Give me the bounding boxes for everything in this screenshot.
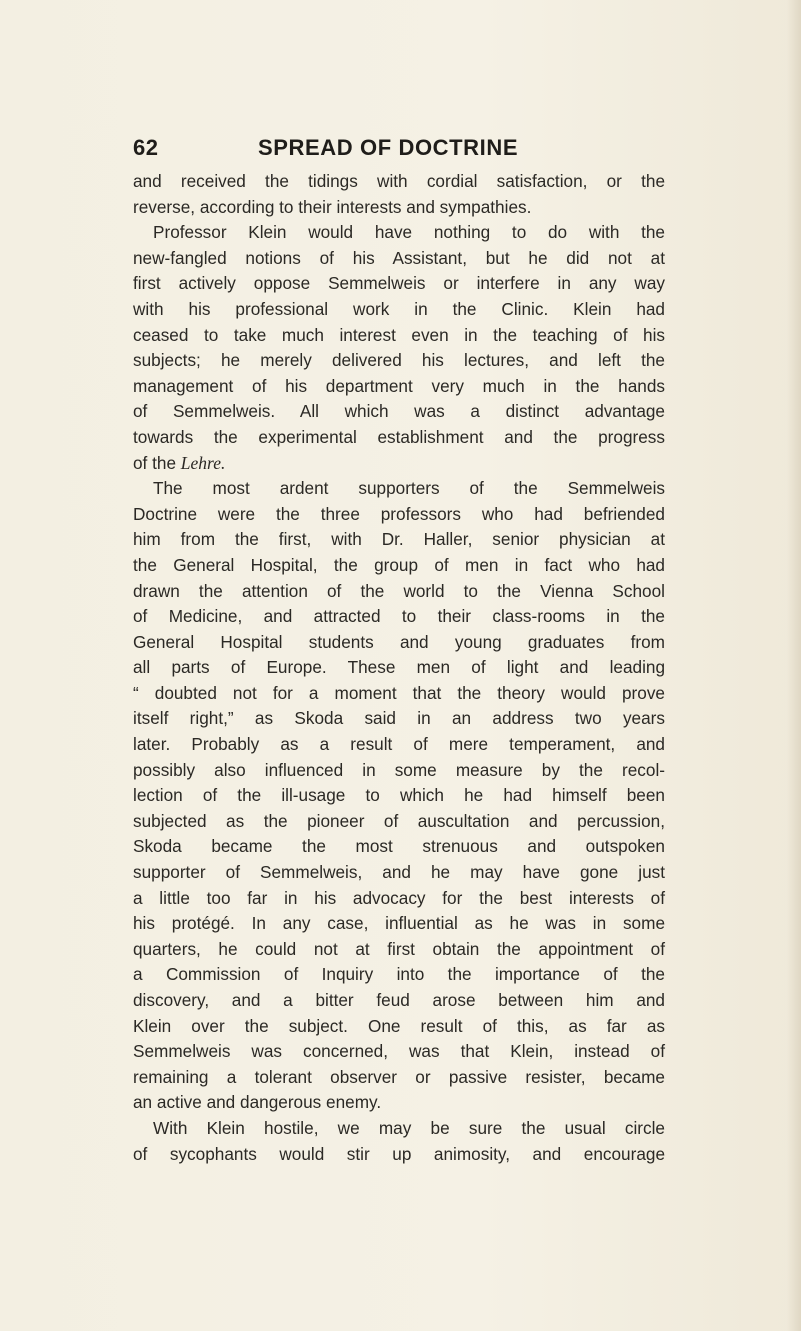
text-line-content: lection of the ill-usage to which he had himself been xyxy=(133,785,665,806)
text-line xyxy=(133,195,665,221)
text-line-content: a little too far in his advocacy for the best interests of xyxy=(133,887,665,908)
text-line xyxy=(133,579,665,605)
text-line xyxy=(133,681,665,707)
text-line xyxy=(133,911,665,937)
text-line-content: drawn the attention of the world to the Vienna School xyxy=(133,580,665,601)
text-line xyxy=(133,783,665,809)
text-line xyxy=(133,425,665,451)
text-line xyxy=(133,451,665,477)
text-line xyxy=(133,527,665,553)
text-line-content: remaining a tolerant observer or passive resister, became xyxy=(133,1066,665,1087)
text-line xyxy=(133,374,665,400)
text-line-content: possibly also influenced in some measure by the recol- xyxy=(133,759,665,780)
text-line xyxy=(133,604,665,630)
text-line-content: towards the experimental establishment and the progress xyxy=(133,426,665,447)
text-line xyxy=(133,1065,665,1091)
text-line-content: his protégé. In any case, influential as he was in some xyxy=(133,913,665,934)
text-line xyxy=(133,169,665,195)
text-line-content: management of his department very much in the hands xyxy=(133,375,665,396)
text-line xyxy=(133,655,665,681)
body-text xyxy=(133,169,665,1167)
text-line-content: with his professional work in the Clinic. Klein had xyxy=(133,298,665,319)
text-line xyxy=(133,1039,665,1065)
text-line-content: quarters, he could not at first obtain the appointment of xyxy=(133,938,665,959)
text-line xyxy=(133,758,665,784)
text-line xyxy=(133,1116,665,1142)
text-line xyxy=(133,706,665,732)
text-line-content: of Medicine, and attracted to their class-rooms in the xyxy=(133,606,665,627)
text-line xyxy=(133,297,665,323)
text-line xyxy=(133,809,665,835)
text-line-content: a Commission of Inquiry into the importance of the xyxy=(133,964,665,985)
text-line-content: Skoda became the most strenuous and outspoken xyxy=(133,836,665,857)
text-line-content: of sycophants would stir up animosity, and encourage xyxy=(133,1143,665,1164)
text-line xyxy=(133,1014,665,1040)
text-line-content: discovery, and a bitter feud arose between him and xyxy=(133,990,665,1010)
text-line-content: of Semmelweis. All which was a distinct advantage xyxy=(133,401,665,422)
text-line xyxy=(133,630,665,656)
text-line-content: subjects; he merely delivered his lectures, and left the xyxy=(133,350,665,371)
page-edge-shadow xyxy=(787,0,801,1331)
text-line xyxy=(133,1142,665,1168)
running-head xyxy=(133,135,663,161)
text-line-content: supporter of Semmelweis, and he may have gone just xyxy=(133,862,665,883)
text-line-content: General Hospital students and young graduates from xyxy=(133,631,665,652)
text-line xyxy=(133,886,665,912)
text-line-content: reverse, according to their interests and sympathies. xyxy=(133,196,532,217)
text-line-content: the General Hospital, the group of men in fact who had xyxy=(133,554,665,575)
text-line xyxy=(133,962,665,988)
text-line-content: With Klein hostile, we may be sure the usual circle xyxy=(153,1117,665,1138)
text-line xyxy=(133,502,665,528)
text-line xyxy=(133,348,665,374)
text-line xyxy=(133,1090,665,1116)
text-line-content: The most ardent supporters of the Semmelweis xyxy=(153,478,665,499)
text-line xyxy=(133,834,665,860)
text-line xyxy=(133,271,665,297)
text-line-content: ceased to take much interest even in the teaching of his xyxy=(133,324,665,345)
text-line-content: new-fangled notions of his Assistant, but he did not at xyxy=(133,247,665,268)
text-line xyxy=(133,988,665,1014)
text-line xyxy=(133,220,665,246)
text-line-content: itself right,” as Skoda said in an address two years xyxy=(133,708,665,729)
text-line-content: and received the tidings with cordial satisfaction, or the xyxy=(133,171,665,191)
text-line xyxy=(133,323,665,349)
text-line-content: all parts of Europe. These men of light and leading xyxy=(133,657,665,678)
text-line xyxy=(133,937,665,963)
text-line xyxy=(133,246,665,272)
text-line-content: Professor Klein would have nothing to do with the xyxy=(153,222,665,243)
text-line-content: Doctrine were the three professors who had befriended xyxy=(133,503,665,524)
text-line-content: him from the first, with Dr. Haller, senior physician at xyxy=(133,529,665,550)
text-line-content: “ doubted not for a moment that the theory would prove xyxy=(133,682,665,703)
text-line-content: Klein over the subject. One result of this, as far as xyxy=(133,1015,665,1036)
text-line xyxy=(133,732,665,758)
text-line-content: first actively oppose Semmelweis or interfere in any way xyxy=(133,273,665,294)
running-title: SPREAD OF DOCTRINE xyxy=(258,135,519,160)
text-line-content: of the xyxy=(133,452,181,473)
text-line-content: subjected as the pioneer of auscultation and percussion, xyxy=(133,810,665,831)
text-line xyxy=(133,553,665,579)
text-line-content: Semmelweis was concerned, was that Klein, instead of xyxy=(133,1041,665,1062)
text-line xyxy=(133,399,665,425)
text-line-content: an active and dangerous enemy. xyxy=(133,1092,382,1113)
text-line-content: later. Probably as a result of mere temperament, and xyxy=(133,734,665,755)
page-number: 62 xyxy=(133,135,159,160)
text-line xyxy=(133,860,665,886)
italic-term: Lehre. xyxy=(180,452,226,473)
text-line xyxy=(133,476,665,502)
